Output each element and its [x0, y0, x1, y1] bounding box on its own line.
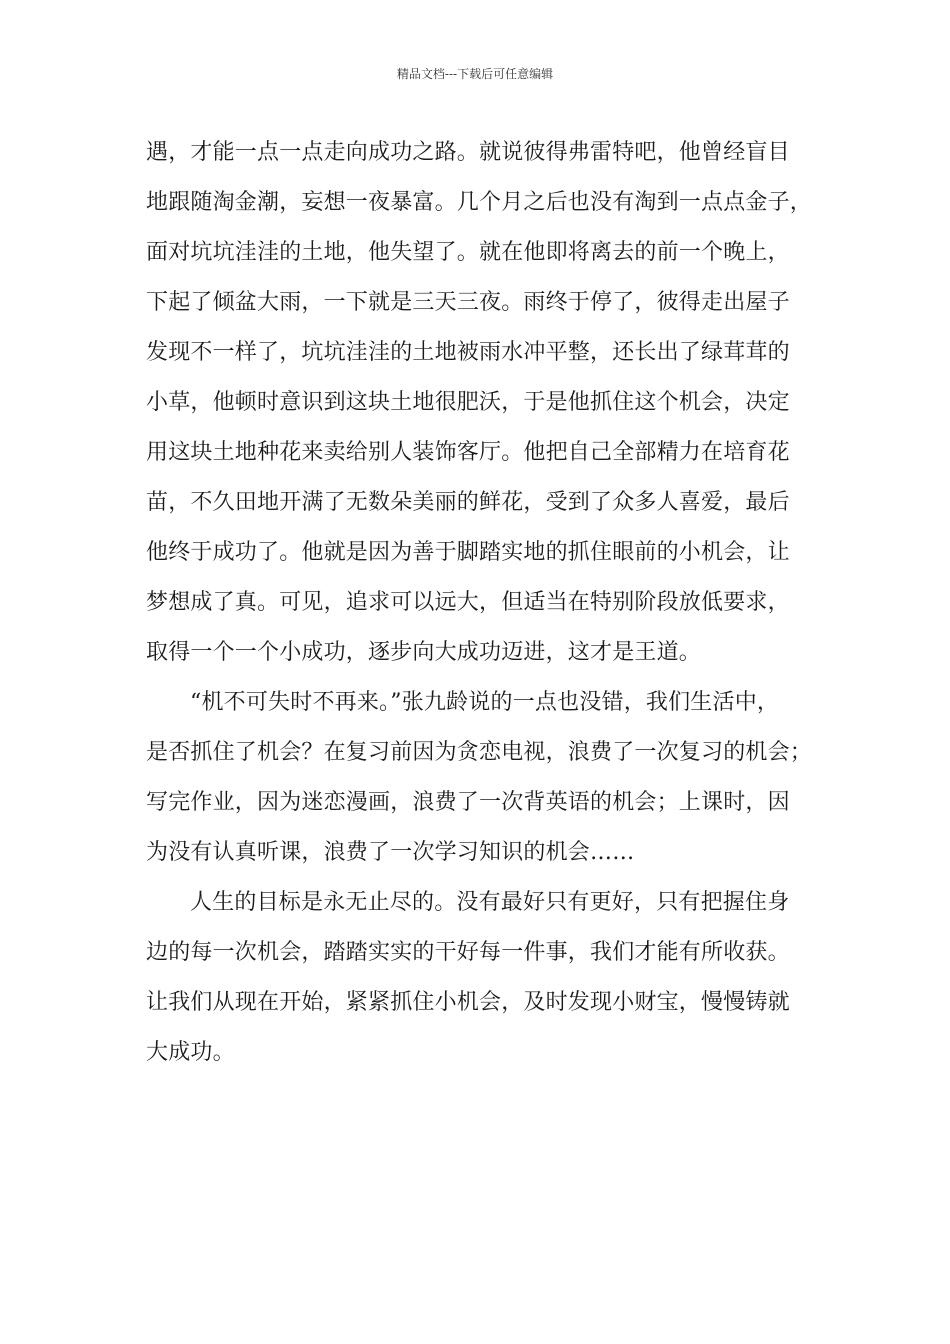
text-line: 地跟随淘金潮，妄想一夜暴富。几个月之后也没有淘到一点点金子， [146, 190, 813, 215]
text-line: 是否抓住了机会？在复习前因为贪恋电视，浪费了一次复习的机会； [146, 740, 813, 765]
text-line: 苗，不久田地开满了无数朵美丽的鲜花，受到了众多人喜爱，最后 [146, 490, 790, 515]
paragraph-start-line: 人生的目标是永无止尽的。没有最好只有更好，只有把握住身 [190, 890, 790, 915]
text-line: 取得一个一个小成功，逐步向大成功迈进，这才是王道。 [146, 640, 702, 665]
text-line: 写完作业，因为迷恋漫画，浪费了一次背英语的机会；上课时，因 [146, 790, 790, 815]
text-line: 遇，才能一点一点走向成功之路。就说彼得弗雷特吧，他曾经盲目 [146, 140, 790, 165]
text-line: 面对坑坑洼洼的土地，他失望了。就在他即将离去的前一个晚上， [146, 240, 790, 265]
text-line: 为没有认真听课，浪费了一次学习知识的机会…… [146, 840, 635, 865]
text-line: 他终于成功了。他就是因为善于脚踏实地的抓住眼前的小机会，让 [146, 540, 790, 565]
document-body [146, 128, 826, 1078]
text-line: 下起了倾盆大雨，一下就是三天三夜。雨终于停了，彼得走出屋子 [146, 290, 790, 315]
text-line: 边的每一次机会，踏踏实实的干好每一件事，我们才能有所收获。 [146, 940, 790, 965]
text-line: 大成功。 [146, 1040, 235, 1065]
text-line: 让我们从现在开始，紧紧抓住小机会，及时发现小财宝，慢慢铸就 [146, 990, 790, 1015]
paragraph-start-line: “机不可失时不再来。”张九龄说的一点也没错，我们生活中， [190, 690, 780, 715]
page-header: 精品文档---下载后可任意编辑 [396, 67, 554, 81]
text-line: 小草，他顿时意识到这块土地很肥沃，于是他抓住这个机会，决定 [146, 390, 790, 415]
text-line: 梦想成了真。可见，追求可以远大，但适当在特别阶段放低要求， [146, 590, 790, 615]
text-line: 发现不一样了，坑坑洼洼的土地被雨水冲平整，还长出了绿茸茸的 [146, 340, 790, 365]
text-line: 用这块土地种花来卖给别人装饰客厅。他把自己全部精力在培育花 [146, 440, 790, 465]
